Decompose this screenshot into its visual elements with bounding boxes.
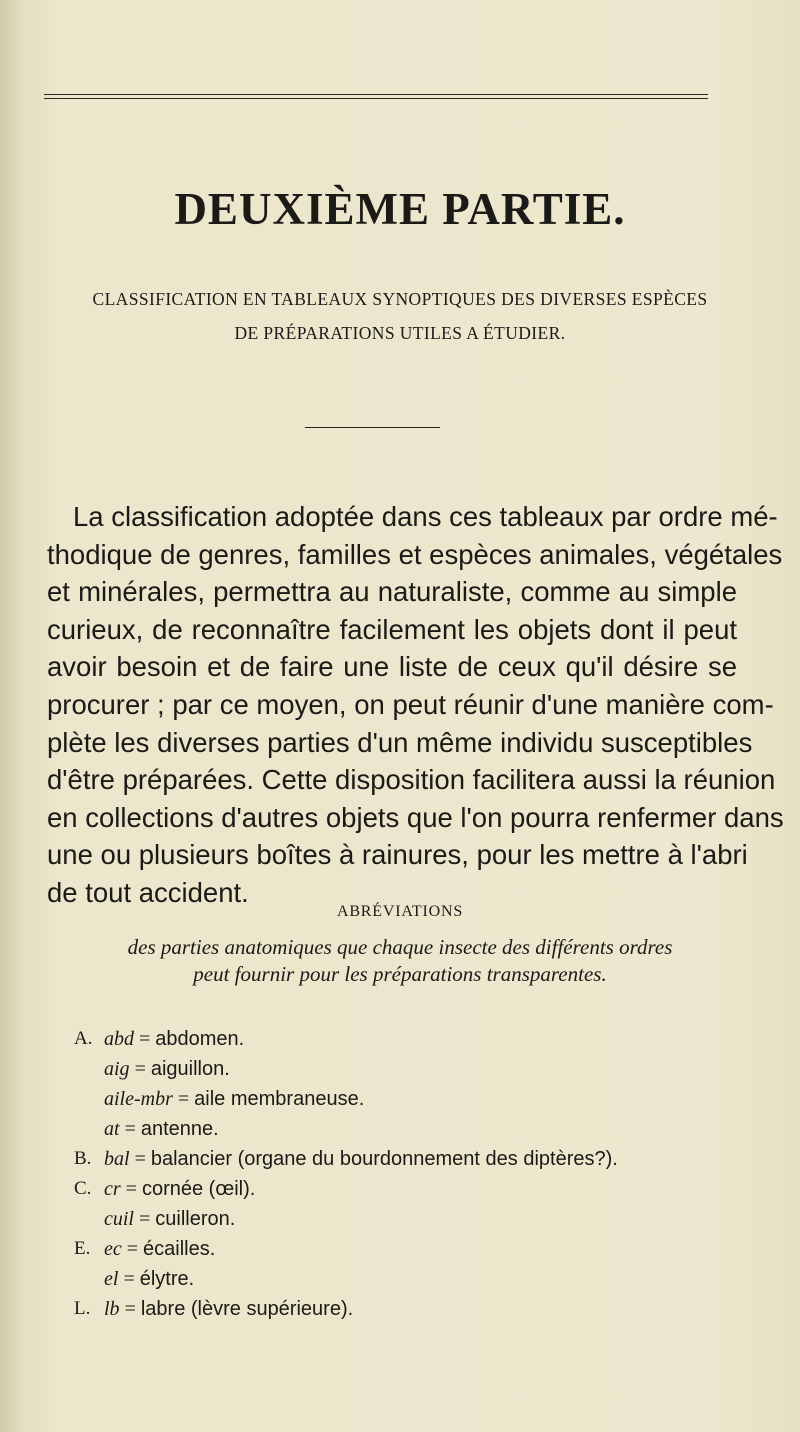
- abbreviation-entry: [74, 1204, 754, 1234]
- entry-definition: élytre.: [139, 1268, 195, 1290]
- paragraph-line: La classification adoptée dans ces tableaux par ordre mé-: [73, 501, 778, 532]
- abbreviation-entry: [74, 1114, 754, 1144]
- paragraph-line: d'être préparées. Cette disposition facilitera aussi la réunion: [47, 764, 776, 796]
- entry-definition: aile membraneuse.: [194, 1088, 365, 1110]
- entry-definition: balancier (organe du bourdonnement des diptères?).: [150, 1148, 618, 1170]
- section-divider: [305, 427, 440, 428]
- paragraph-line: une ou plusieurs boîtes à rainures, pour les mettre à l'abri: [47, 839, 748, 871]
- entry-abbreviation: el: [104, 1268, 119, 1290]
- abbreviation-entry: [74, 1174, 754, 1204]
- subheading-line: des parties anatomiques que chaque insecte des différents ordres: [127, 935, 673, 959]
- paragraph-line: de tout accident.: [47, 876, 249, 908]
- entry-abbreviation: bal: [104, 1148, 130, 1170]
- entry-letter: E.: [74, 1238, 91, 1259]
- entry-definition: aiguillon.: [150, 1058, 230, 1080]
- entry-abbreviation: cuil: [104, 1208, 134, 1230]
- abbreviations-subheading: [60, 934, 740, 988]
- top-double-rule-upper: [44, 94, 708, 95]
- entry-abbreviation: lb: [104, 1298, 120, 1320]
- abbreviation-entry: [74, 1054, 754, 1084]
- abbreviation-list: [74, 1024, 754, 1324]
- subtitle-line: DE PRÉPARATIONS UTILES A ÉTUDIER.: [234, 323, 566, 343]
- entry-letter: L.: [74, 1298, 91, 1319]
- entry-equals: =: [129, 1058, 151, 1080]
- entry-equals: =: [121, 1238, 144, 1260]
- top-double-rule-lower: [44, 98, 708, 99]
- entry-text: [104, 1024, 244, 1054]
- entry-text: [104, 1114, 219, 1144]
- abbreviation-entry: [74, 1024, 754, 1054]
- entry-letter: C.: [74, 1178, 92, 1199]
- abbreviations-heading: ABRÉVIATIONS: [336, 903, 464, 920]
- entry-equals: =: [172, 1088, 195, 1110]
- paragraph-line: plète les diverses parties d'un même individu susceptibles: [47, 726, 753, 758]
- entry-abbreviation: at: [104, 1118, 120, 1140]
- paragraph-line: curieux, de reconnaître facilement les objets dont il peut: [47, 613, 737, 645]
- part-subtitle: [40, 282, 760, 350]
- entry-equals: =: [119, 1298, 141, 1320]
- paragraph-line: avoir besoin et de faire une liste de ceux qu'il désire se: [47, 651, 737, 683]
- entry-equals: =: [134, 1028, 156, 1050]
- entry-text: [104, 1144, 618, 1174]
- paragraph-line: procurer ; par ce moyen, on peut réunir d'une manière com-: [47, 688, 774, 720]
- entry-definition: cuilleron.: [155, 1208, 236, 1230]
- entry-text: [104, 1054, 230, 1084]
- entry-letter: B.: [74, 1148, 92, 1169]
- entry-text: [104, 1084, 364, 1114]
- entry-text: [104, 1174, 255, 1204]
- entry-definition: écailles.: [143, 1238, 216, 1260]
- entry-definition: antenne.: [140, 1118, 219, 1140]
- entry-text: [104, 1204, 235, 1234]
- abbreviation-entry: [74, 1264, 754, 1294]
- paragraph-line: thodique de genres, familles et espèces animales, végétales: [47, 538, 783, 570]
- entry-abbreviation: abd: [104, 1028, 134, 1050]
- entry-equals: =: [119, 1118, 141, 1140]
- abbreviation-entry: [74, 1294, 754, 1324]
- paragraph-line: et minérales, permettra au naturaliste, comme au simple: [47, 576, 737, 608]
- entry-text: [104, 1234, 215, 1264]
- entry-abbreviation: ec: [104, 1238, 122, 1260]
- entry-abbreviation: cr: [104, 1178, 121, 1200]
- subheading-line: peut fournir pour les préparations transparentes.: [193, 962, 607, 986]
- abbreviation-entry: [74, 1084, 754, 1114]
- subtitle-line: CLASSIFICATION EN TABLEAUX SYNOPTIQUES DES DIVERSES ESPÈCES: [92, 289, 708, 309]
- intro-paragraph: [47, 498, 784, 912]
- entry-text: [104, 1264, 194, 1294]
- entry-definition: cornée (œil).: [141, 1178, 256, 1200]
- entry-letter: A.: [74, 1028, 93, 1049]
- entry-equals: =: [118, 1268, 140, 1290]
- part-title: DEUXIÈME PARTIE.: [174, 184, 626, 234]
- entry-definition: labre (lèvre supérieure).: [140, 1298, 354, 1320]
- entry-definition: abdomen.: [155, 1028, 245, 1050]
- paragraph-line: en collections d'autres objets que l'on pourra renfermer dans: [47, 801, 784, 833]
- entry-equals: =: [134, 1208, 156, 1230]
- entry-abbreviation: aile-mbr: [104, 1088, 173, 1110]
- entry-equals: =: [120, 1178, 142, 1200]
- abbreviation-entry: [74, 1234, 754, 1264]
- abbreviation-entry: [74, 1144, 754, 1174]
- entry-text: [104, 1294, 353, 1324]
- entry-equals: =: [129, 1148, 151, 1170]
- entry-abbreviation: aig: [104, 1058, 130, 1080]
